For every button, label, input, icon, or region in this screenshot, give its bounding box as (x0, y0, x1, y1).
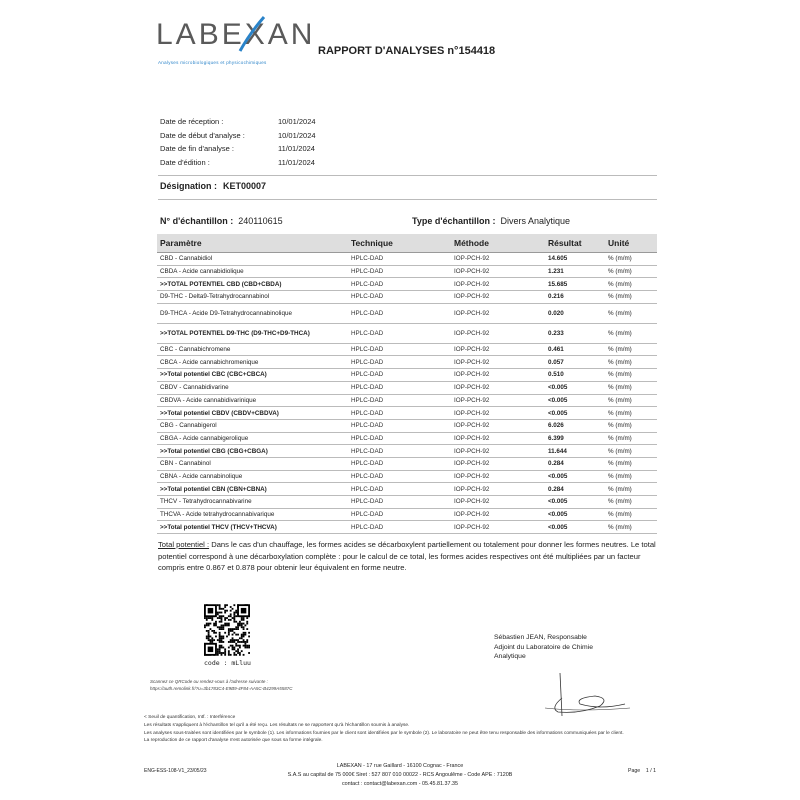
result-technique: HPLC-DAD (348, 407, 451, 420)
result-parameter: CBNA - Acide cannabinolique (157, 470, 348, 483)
sample-type (412, 216, 570, 226)
result-method: IOP-PCH-92 (451, 394, 545, 407)
table-row (157, 278, 657, 291)
result-technique: HPLC-DAD (348, 496, 451, 509)
result-method: IOP-PCH-92 (451, 496, 545, 509)
result-parameter: >>TOTAL POTENTIEL D9-THC (D9-THC+D9-THCA) (157, 323, 348, 343)
table-row (157, 419, 657, 432)
header-technique: Technique (348, 234, 451, 253)
result-unit: % (m/m) (605, 323, 657, 343)
result-unit: % (m/m) (605, 470, 657, 483)
table-row (157, 381, 657, 394)
result-technique: HPLC-DAD (348, 343, 451, 356)
scan-url: https://auth.remolink.fr/?u=3b1783C4-E9B9-4F84-AA5C-B4299A5587C (150, 686, 293, 691)
result-method: IOP-PCH-92 (451, 291, 545, 304)
result-unit: % (m/m) (605, 496, 657, 509)
result-unit: % (m/m) (605, 265, 657, 278)
result-value: 0.020 (545, 303, 605, 323)
qr-code-text: code : mLluu (204, 659, 251, 667)
table-row (157, 356, 657, 369)
scan-line: Scannez ce QRCode ou rendez-vous à l'adresse suivante : (150, 679, 268, 684)
date-label: Date de début d'analyse : (160, 130, 245, 140)
result-value: 0.216 (545, 291, 605, 304)
result-value: 0.057 (545, 356, 605, 369)
note-label: Total potentiel : (158, 540, 210, 549)
result-parameter: >>TOTAL POTENTIEL CBD (CBD+CBDA) (157, 278, 348, 291)
result-parameter: CBG - Cannabigerol (157, 419, 348, 432)
result-parameter: >>Total potentiel CBG (CBG+CBGA) (157, 445, 348, 458)
result-unit: % (m/m) (605, 508, 657, 521)
signatory-line: Adjoint du Laboratoire de Chimie (494, 643, 593, 651)
sample-number-label: N° d'échantillon : (160, 216, 234, 226)
result-value: <0.005 (545, 521, 605, 534)
result-technique: HPLC-DAD (348, 265, 451, 278)
result-technique: HPLC-DAD (348, 419, 451, 432)
date-row (160, 129, 316, 143)
result-parameter: CBDA - Acide cannabidiolique (157, 265, 348, 278)
result-technique: HPLC-DAD (348, 323, 451, 343)
report-title: RAPPORT D'ANALYSES n°154418 (318, 45, 496, 57)
footer-line: S.A.S au capital de 75 000€ Siret : 527 807 010 00022 - RCS Angoulême - Code APE : 7120B (287, 772, 513, 778)
sample-number (160, 216, 283, 226)
results-body (157, 253, 657, 534)
table-row (157, 457, 657, 470)
result-method: IOP-PCH-92 (451, 356, 545, 369)
note-text: Dans le cas d'un chauffage, les formes acides se décarboxylent partiellement ou totalement pour donner les formes neutres. Le total potentiel correspond à une décarboxylation complète : pour le calcul de ce total, les formes acides respectives ont été multipliées par un facteur compris entre 0.867 et 0.878 pour obtenir leur équivalent en forme neutre. (158, 540, 656, 572)
result-technique: HPLC-DAD (348, 381, 451, 394)
table-row (157, 303, 657, 323)
result-value: 0.284 (545, 457, 605, 470)
result-parameter: CBDVA - Acide cannabidivarinique (157, 394, 348, 407)
footnote: Les analyses sous-traitées sont identifiées par le symbole (1). Les informations fournies par le client sont identifiées par le symbole (2). Le laboratoire ne peut être tenu responsable des informations communiquées par le client. (144, 730, 624, 736)
divider (158, 199, 657, 200)
result-technique: HPLC-DAD (348, 457, 451, 470)
footnote: < Seuil de quantification, Intf. : Interférence (144, 715, 236, 720)
logo-mark-icon (236, 15, 266, 55)
result-method: IOP-PCH-92 (451, 323, 545, 343)
dates-block (160, 115, 316, 169)
result-value: <0.005 (545, 407, 605, 420)
table-row (157, 407, 657, 420)
result-unit: % (m/m) (605, 369, 657, 382)
table-row (157, 369, 657, 382)
document-reference: ENG-ESS-108-V1_23/05/23 (144, 768, 207, 774)
result-method: IOP-PCH-92 (451, 419, 545, 432)
date-row (160, 115, 316, 129)
result-value: <0.005 (545, 496, 605, 509)
result-unit: % (m/m) (605, 483, 657, 496)
sample-number-value: 240110615 (238, 216, 283, 226)
header-methode: Méthode (451, 234, 545, 253)
date-value: 11/01/2024 (278, 144, 315, 153)
result-unit: % (m/m) (605, 445, 657, 458)
result-value: 11.644 (545, 445, 605, 458)
sample-type-value: Divers Analytique (500, 216, 571, 226)
result-technique: HPLC-DAD (348, 470, 451, 483)
result-value: <0.005 (545, 394, 605, 407)
labexan-logo (156, 18, 316, 68)
result-parameter: THCV - Tetrahydrocannabivarine (157, 496, 348, 509)
result-value: 1.231 (545, 265, 605, 278)
result-method: IOP-PCH-92 (451, 253, 545, 266)
table-row (157, 265, 657, 278)
result-technique: HPLC-DAD (348, 445, 451, 458)
result-unit: % (m/m) (605, 394, 657, 407)
table-row (157, 291, 657, 304)
result-technique: HPLC-DAD (348, 253, 451, 266)
designation-label: Désignation : (160, 181, 218, 191)
result-method: IOP-PCH-92 (451, 303, 545, 323)
result-parameter: >>Total potentiel THCV (THCV+THCVA) (157, 521, 348, 534)
result-technique: HPLC-DAD (348, 356, 451, 369)
result-parameter: >>Total potentiel CBC (CBC+CBCA) (157, 369, 348, 382)
result-parameter: CBDV - Cannabidivarine (157, 381, 348, 394)
qr-code-icon (204, 604, 250, 656)
results-table (157, 234, 657, 534)
table-row (157, 470, 657, 483)
logo-text: LABEXAN (156, 18, 316, 51)
result-technique: HPLC-DAD (348, 483, 451, 496)
footer-line: contact : contact@labexan.com - 05.45.81.37.35 (341, 781, 459, 787)
result-method: IOP-PCH-92 (451, 445, 545, 458)
header-unite: Unité (605, 234, 657, 253)
result-method: IOP-PCH-92 (451, 521, 545, 534)
result-method: IOP-PCH-92 (451, 457, 545, 470)
result-method: IOP-PCH-92 (451, 343, 545, 356)
result-unit: % (m/m) (605, 457, 657, 470)
scan-instructions (150, 678, 292, 692)
header-resultat: Résultat (545, 234, 605, 253)
signatory (494, 633, 593, 662)
result-method: IOP-PCH-92 (451, 432, 545, 445)
result-technique: HPLC-DAD (348, 278, 451, 291)
table-row (157, 253, 657, 266)
result-value: 0.510 (545, 369, 605, 382)
result-unit: % (m/m) (605, 343, 657, 356)
signature-image (540, 668, 635, 718)
date-row (160, 156, 316, 170)
date-value: 11/01/2024 (278, 157, 315, 167)
result-technique: HPLC-DAD (348, 394, 451, 407)
designation-value: KET00007 (223, 181, 267, 191)
result-parameter: >>Total potentiel CBN (CBN+CBNA) (157, 483, 348, 496)
table-header-row (157, 234, 657, 253)
page-label: Page (628, 768, 641, 774)
date-label: Date de fin d'analyse : (160, 144, 234, 153)
date-row (160, 142, 316, 156)
result-parameter: CBCA - Acide cannabichromenique (157, 356, 348, 369)
page-value: 1 / 1 (645, 768, 656, 774)
result-value: 0.284 (545, 483, 605, 496)
result-unit: % (m/m) (605, 253, 657, 266)
result-method: IOP-PCH-92 (451, 265, 545, 278)
result-unit: % (m/m) (605, 356, 657, 369)
result-value: 6.026 (545, 419, 605, 432)
result-unit: % (m/m) (605, 303, 657, 323)
result-value: 15.685 (545, 278, 605, 291)
result-technique: HPLC-DAD (348, 303, 451, 323)
table-row (157, 343, 657, 356)
designation (160, 181, 272, 191)
result-technique: HPLC-DAD (348, 508, 451, 521)
result-parameter: CBN - Cannabinol (157, 457, 348, 470)
date-value: 10/01/2024 (278, 117, 316, 126)
result-unit: % (m/m) (605, 407, 657, 420)
footer-line: LABEXAN - 17 rue Gaillard - 16100 Cognac - France (336, 763, 464, 769)
result-parameter: CBD - Cannabidiol (157, 253, 348, 266)
result-value: <0.005 (545, 381, 605, 394)
result-technique: HPLC-DAD (348, 291, 451, 304)
result-unit: % (m/m) (605, 278, 657, 291)
result-method: IOP-PCH-92 (451, 470, 545, 483)
page-number (628, 768, 656, 774)
result-unit: % (m/m) (605, 291, 657, 304)
table-row (157, 508, 657, 521)
result-parameter: THCVA - Acide tetrahydrocannabivarique (157, 508, 348, 521)
result-technique: HPLC-DAD (348, 369, 451, 382)
result-value: <0.005 (545, 470, 605, 483)
result-method: IOP-PCH-92 (451, 483, 545, 496)
result-technique: HPLC-DAD (348, 521, 451, 534)
result-unit: % (m/m) (605, 419, 657, 432)
signatory-line: Analytique (494, 653, 526, 660)
footnotes (144, 714, 664, 745)
table-row (157, 432, 657, 445)
result-value: 6.399 (545, 432, 605, 445)
table-row (157, 394, 657, 407)
table-row (157, 445, 657, 458)
result-parameter: CBC - Cannabichromene (157, 343, 348, 356)
footnote: La reproduction de ce rapport d'analyse n'est autorisée que sous sa forme intégrale. (144, 738, 323, 744)
result-value: 0.233 (545, 323, 605, 343)
result-parameter: CBGA - Acide cannabigerolique (157, 432, 348, 445)
result-unit: % (m/m) (605, 381, 657, 394)
result-unit: % (m/m) (605, 521, 657, 534)
divider (158, 175, 657, 176)
result-method: IOP-PCH-92 (451, 369, 545, 382)
result-unit: % (m/m) (605, 432, 657, 445)
date-label: Date d'édition : (160, 157, 210, 167)
result-value: <0.005 (545, 508, 605, 521)
result-parameter: >>Total potentiel CBDV (CBDV+CBDVA) (157, 407, 348, 420)
result-value: 14.605 (545, 253, 605, 266)
table-row (157, 521, 657, 534)
date-value: 10/01/2024 (278, 130, 316, 140)
result-parameter: D9-THCA - Acide D9-Tetrahydrocannabinolique (157, 303, 348, 323)
table-row (157, 496, 657, 509)
header-parametre: Paramètre (157, 234, 348, 253)
footnote: Les résultats s'appliquent à l'échantillon tel qu'il a été reçu. Les résultats ne se rapportent qu'à l'échantillon soumis à analyse. (144, 722, 410, 728)
table-row (157, 483, 657, 496)
result-method: IOP-PCH-92 (451, 508, 545, 521)
sample-type-label: Type d'échantillon : (412, 216, 496, 226)
company-footer (250, 762, 550, 789)
table-row (157, 323, 657, 343)
logo-subtitle: Analyses microbiologiques et physicochimiques (158, 60, 267, 65)
result-method: IOP-PCH-92 (451, 407, 545, 420)
date-label: Date de réception : (160, 117, 224, 126)
result-value: 0.461 (545, 343, 605, 356)
total-potentiel-note (158, 539, 657, 574)
result-method: IOP-PCH-92 (451, 278, 545, 291)
result-parameter: D9-THC - Delta9-Tetrahydrocannabinol (157, 291, 348, 304)
result-technique: HPLC-DAD (348, 432, 451, 445)
signatory-line: Sébastien JEAN, Responsable (494, 634, 587, 641)
result-method: IOP-PCH-92 (451, 381, 545, 394)
